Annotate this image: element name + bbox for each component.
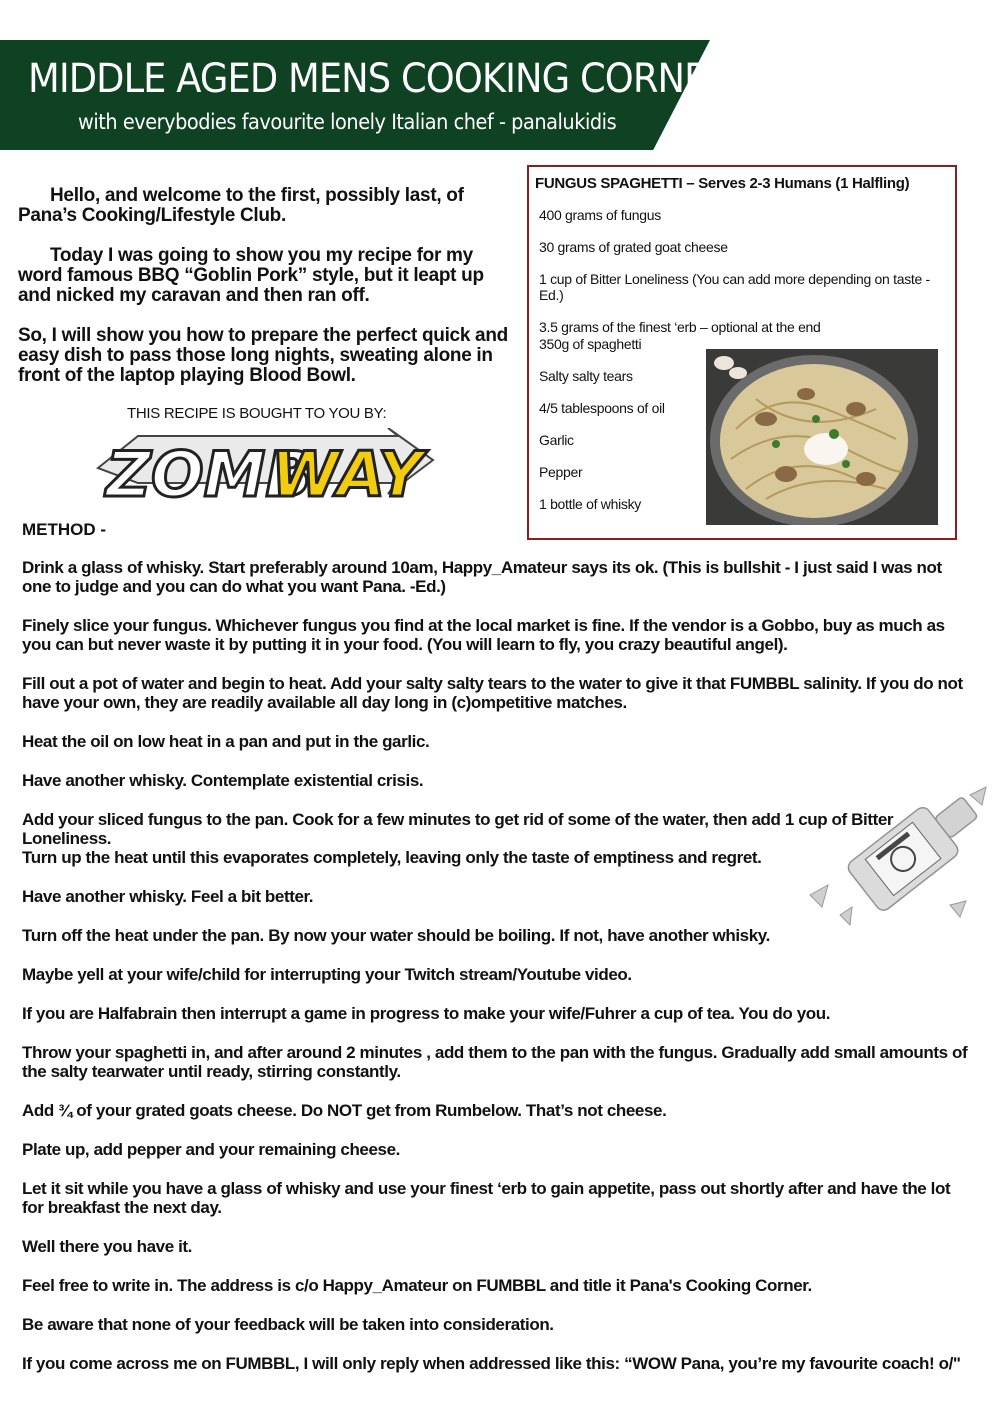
- method-step: [22, 1179, 972, 1237]
- ingredient-item: 350g of spaghetti: [539, 336, 642, 352]
- method-step: [22, 965, 972, 1004]
- method-step-text: If you are Halfabrain then interrupt a game in progress to make your wife/Fuhrer a cup of tea. You do you.: [22, 1004, 831, 1023]
- intro-paragraph: Hello, and welcome to the first, possibly last, of Pana’s Cooking/Lifestyle Club.: [18, 185, 464, 226]
- method-step: [22, 1237, 972, 1276]
- intro-text: [18, 186, 513, 406]
- logo-text-yellow: WAY: [271, 438, 423, 508]
- method-step: [22, 558, 972, 616]
- ingredient-item: Garlic: [539, 432, 574, 448]
- method-step-text: Have another whisky. Contemplate existential crisis.: [22, 771, 424, 790]
- recipe-title: FUNGUS SPAGHETTI – Serves 2-3 Humans (1 Halfling): [535, 175, 910, 192]
- method-step-text: If you come across me on FUMBBL, I will only reply when addressed like this: “WOW Pana, you’re my favourite coach! o/": [22, 1354, 961, 1373]
- method-step-text: Be aware that none of your feedback will be taken into consideration.: [22, 1315, 554, 1334]
- method-step-text: Add your sliced fungus to the pan. Cook for a few minutes to get rid of some of the water, then add 1 cup of Bitter Loneliness.: [22, 810, 894, 848]
- method-step-text: Well there you have it.: [22, 1237, 192, 1256]
- sponsor-label: THIS RECIPE IS BOUGHT TO YOU BY:: [127, 405, 387, 422]
- method-step: [22, 1315, 972, 1354]
- method-step: [22, 1043, 972, 1101]
- method-steps: [22, 558, 972, 1412]
- ingredient-item: 1 cup of Bitter Loneliness (You can add more depending on taste - Ed.): [539, 271, 930, 303]
- method-step-text: Drink a glass of whisky. Start preferably around 10am, Happy_Amateur says its ok. (This is bullshit - I just said I was not one to judge and you can do what you want Pana. -Ed.): [22, 558, 942, 596]
- method-step-text: Let it sit while you have a glass of whisky and use your finest ‘erb to gain appetite, pass out shortly after and have the lot for breakfast the next day.: [22, 1179, 951, 1217]
- recipe-box: [527, 165, 957, 540]
- method-step-text: Throw your spaghetti in, and after around 2 minutes , add them to the pan with the fungus. Gradually add small amounts of the salty tearwater until ready, stirring constantly.: [22, 1043, 968, 1081]
- zombway-logo: [88, 428, 438, 508]
- ingredient-item: 4/5 tablespoons of oil: [539, 400, 665, 416]
- method-step: [22, 616, 972, 674]
- method-step-text: Finely slice your fungus. Whichever fungus you find at the local market is fine. If the vendor is a Gobbo, buy as much as you can but never waste it by putting it in your food. (You will learn to fly, you crazy beautiful angel).: [22, 616, 945, 654]
- ingredient-item: 3.5 grams of the finest ‘erb – optional at the end: [539, 319, 821, 335]
- ingredient-item: Salty salty tears: [539, 368, 633, 384]
- method-step-text: Feel free to write in. The address is c/o Happy_Amateur on FUMBBL and title it Pana's Cooking Corner.: [22, 1276, 812, 1295]
- whisky-bottle-image: [800, 775, 1000, 935]
- method-step-text: Plate up, add pepper and your remaining cheese.: [22, 1140, 400, 1159]
- intro-paragraph: So, I will show you how to prepare the perfect quick and easy dish to pass those long nights, sweating alone in front of the laptop playing Blood Bowl.: [18, 325, 508, 386]
- method-step: [22, 1140, 972, 1179]
- page-subtitle: with everybodies favourite lonely Italian chef - panalukidis: [78, 110, 617, 134]
- method-step-text: Add ¾ of your grated goats cheese. Do NOT get from Rumbelow. That’s not cheese.: [22, 1101, 667, 1120]
- ingredient-item: 30 grams of grated goat cheese: [539, 239, 728, 255]
- method-label: METHOD -: [22, 520, 107, 539]
- method-step-text: Turn up the heat until this evaporates completely, leaving only the taste of emptiness and regret.: [22, 848, 762, 867]
- intro-paragraph: Today I was going to show you my recipe for my word famous BBQ “Goblin Pork” style, but it leapt up and nicked my caravan and then ran off.: [18, 245, 484, 306]
- method-step: [22, 674, 972, 732]
- page-title: MIDDLE AGED MENS COOKING CORNER: [28, 56, 732, 102]
- method-step: [22, 1276, 972, 1315]
- method-step: [22, 732, 972, 771]
- logo-text-white: ZOMB: [106, 438, 313, 508]
- method-step: [22, 1004, 972, 1043]
- method-step-text: Heat the oil on low heat in a pan and put in the garlic.: [22, 732, 430, 751]
- method-step-text: Turn off the heat under the pan. By now your water should be boiling. If not, have another whisky.: [22, 926, 770, 945]
- method-step-text: Have another whisky. Feel a bit better.: [22, 887, 314, 906]
- method-step-text: Maybe yell at your wife/child for interrupting your Twitch stream/Youtube video.: [22, 965, 632, 984]
- ingredient-item: 1 bottle of whisky: [539, 496, 641, 512]
- spaghetti-photo: [706, 349, 938, 525]
- method-step: [22, 1354, 972, 1412]
- method-step: [22, 1101, 972, 1140]
- ingredient-item: 400 grams of fungus: [539, 207, 661, 223]
- method-step-text: Fill out a pot of water and begin to heat. Add your salty salty tears to the water to give it that FUMBBL salinity. If you do not have your own, they are readily available all day long in (c)ompetitive matches.: [22, 674, 963, 712]
- ingredient-item: Pepper: [539, 464, 583, 480]
